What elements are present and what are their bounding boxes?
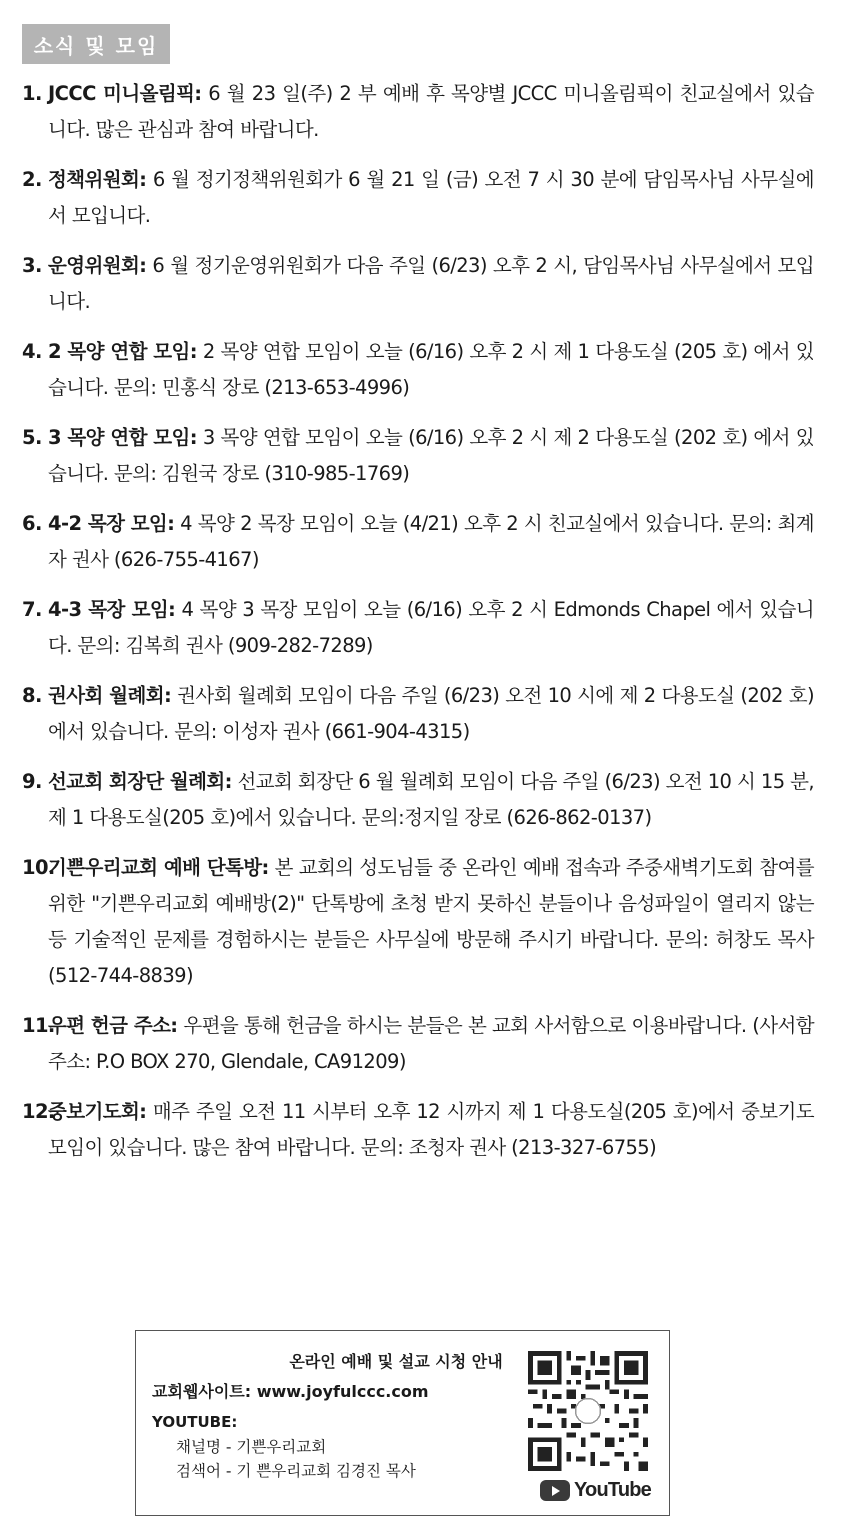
- list-item: [22, 678, 814, 750]
- item-number: 12.: [22, 1100, 55, 1123]
- item-number: 8.: [22, 684, 42, 707]
- list-item: [22, 1094, 814, 1166]
- item-text: 6 월 23 일(주) 2 부 예배 후 목양별 JCCC 미니올림픽이 친교실에서 있습니다. 많은 관심과 참여 바랍니다.: [48, 82, 814, 141]
- item-title: 기쁜우리교회 예배 단톡방:: [48, 856, 269, 879]
- list-item: [22, 764, 814, 836]
- section-header: [22, 24, 170, 64]
- list-item: [22, 592, 814, 664]
- item-number: 2.: [22, 168, 42, 191]
- item-title: 권사회 월례회:: [48, 684, 172, 707]
- list-item: [22, 506, 814, 578]
- item-text: 매주 주일 오전 11 시부터 오후 12 시까지 제 1 다용도실(205 호)에서 중보기도모임이 있습니다. 많은 참여 바랍니다. 문의: 조청자 권사 (213-327-6755): [48, 1100, 814, 1159]
- item-number: 7.: [22, 598, 42, 621]
- item-text: 3 목양 연합 모임이 오늘 (6/16) 오후 2 시 제 2 다용도실 (202 호) 에서 있습니다. 문의: 김원국 장로 (310-985-1769): [48, 426, 814, 485]
- item-title: 2 목양 연합 모임:: [48, 340, 197, 363]
- section-title: 소식 및 모임: [33, 33, 159, 58]
- list-item: [22, 248, 814, 320]
- info-box-title: 온라인 예배 및 설교 시청 안내: [289, 1352, 503, 1371]
- item-text: 2 목양 연합 모임이 오늘 (6/16) 오후 2 시 제 1 다용도실 (205 호) 에서 있습니다. 문의: 민홍식 장로 (213-653-4996): [48, 340, 814, 399]
- item-number: 10.: [22, 856, 55, 879]
- item-number: 3.: [22, 254, 42, 277]
- item-title: 운영위원회:: [48, 254, 147, 277]
- item-number: 6.: [22, 512, 42, 535]
- item-text: 6 월 정기정책위원회가 6 월 21 일 (금) 오전 7 시 30 분에 담임목사님 사무실에서 모입니다.: [48, 168, 814, 227]
- list-item: [22, 162, 814, 234]
- item-number: 9.: [22, 770, 42, 793]
- item-title: 4-3 목장 모임:: [48, 598, 176, 621]
- item-title: 우편 헌금 주소:: [48, 1014, 178, 1037]
- list-item: [22, 76, 814, 148]
- youtube-channel: 채널명 - 기쁜우리교회: [176, 1438, 327, 1456]
- item-text: 6 월 정기운영위원회가 다음 주일 (6/23) 오후 2 시, 담임목사님 사무실에서 모입니다.: [48, 254, 814, 313]
- list-item: [22, 420, 814, 492]
- item-text: 권사회 월례회 모임이 다음 주일 (6/23) 오전 10 시에 제 2 다용도실 (202 호)에서 있습니다. 문의: 이성자 권사 (661-904-4315): [48, 684, 815, 743]
- item-number: 1.: [22, 82, 42, 105]
- youtube-logo[interactable]: [540, 1479, 651, 1502]
- website-link[interactable]: 교회웹사이트: www.joyfulccc.com: [152, 1382, 429, 1401]
- item-title: 선교회 회장단 월례회:: [48, 770, 232, 793]
- qr-code-icon[interactable]: [528, 1351, 648, 1471]
- item-number: 5.: [22, 426, 42, 449]
- item-title: 3 목양 연합 모임:: [48, 426, 197, 449]
- item-text: 4 목양 2 목장 모임이 오늘 (4/21) 오후 2 시 친교실에서 있습니다. 문의: 최계자 권사 (626-755-4167): [48, 512, 814, 571]
- item-text: 우편을 통해 헌금을 하시는 분들은 본 교회 사서함으로 이용바랍니다. (사서함 주소: P.O BOX 270, Glendale, CA91209): [48, 1014, 814, 1073]
- list-item: [22, 1008, 814, 1080]
- item-number: 4.: [22, 340, 42, 363]
- youtube-play-icon: [540, 1480, 570, 1501]
- item-title: 정책위원회:: [48, 168, 147, 191]
- item-text: 선교회 회장단 6 월 월례회 모임이 다음 주일 (6/23) 오전 10 시 15 분, 제 1 다용도실(205 호)에서 있습니다. 문의:정지일 장로 (626-862-0137): [48, 770, 814, 829]
- item-text: 본 교회의 성도님들 중 온라인 예배 접속과 주중새벽기도회 참여를 위한 "기쁜우리교회 예배방(2)" 단톡방에 초청 받지 못하신 분들이나 음성파일이 열리지 않는 등 기술적인 문제를 경험하시는 분들은 사무실에 방문해 주시기 바랍니다. 문의: 허창도 목사 (512-744-8839): [48, 856, 814, 987]
- item-title: 중보기도회:: [48, 1100, 147, 1123]
- youtube-search-term: 검색어 - 기 쁜우리교회 김경진 목사: [176, 1462, 416, 1480]
- online-worship-info-box: [135, 1330, 670, 1516]
- list-item: [22, 334, 814, 406]
- item-title: JCCC 미니올림픽:: [48, 82, 202, 105]
- list-item: [22, 850, 814, 994]
- item-number: 11.: [22, 1014, 55, 1037]
- church-logo-icon: [576, 1399, 601, 1424]
- item-title: 4-2 목장 모임:: [48, 512, 175, 535]
- youtube-heading: YOUTUBE:: [152, 1413, 238, 1431]
- announcement-list: [22, 76, 814, 1166]
- youtube-logo-text: YouTube: [574, 1479, 651, 1501]
- item-text: 4 목양 3 목장 모임이 오늘 (6/16) 오후 2 시 Edmonds Chapel 에서 있습니다. 문의: 김복희 권사 (909-282-7289): [48, 598, 814, 657]
